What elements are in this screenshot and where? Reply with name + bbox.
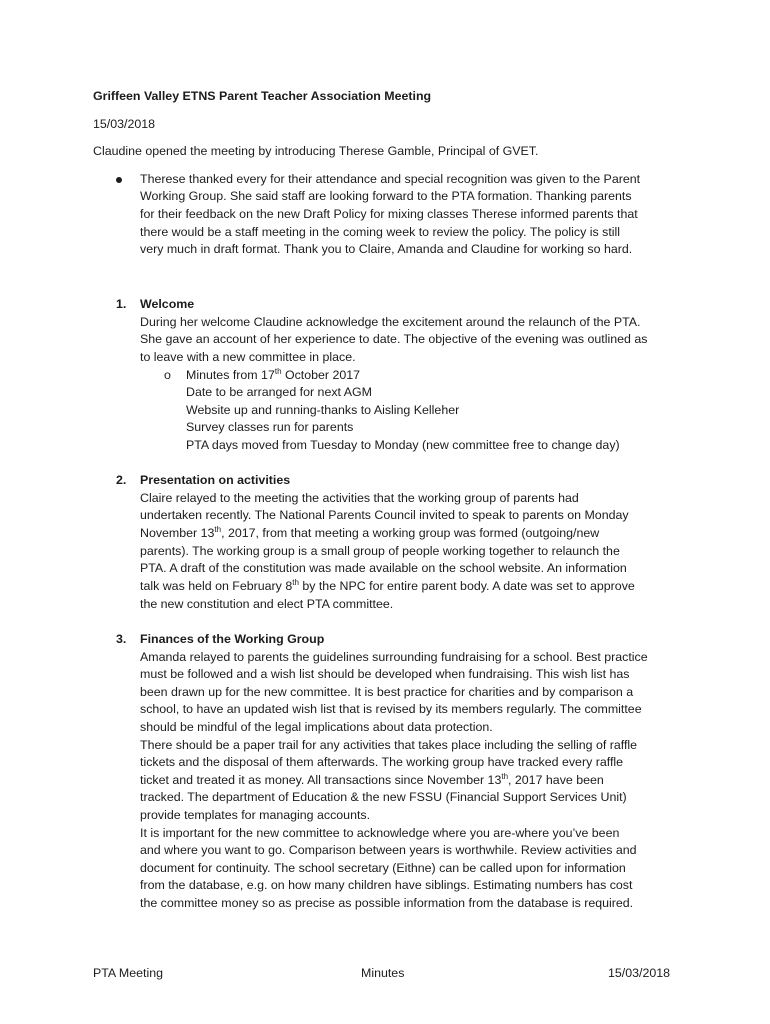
section-line: ticket and treated it as money. All transactions since November 13th, 2017 have been: [140, 772, 604, 787]
section-line: parents). The working group is a small group of people working together to relaunch the: [140, 544, 620, 558]
section-heading: Welcome: [140, 297, 195, 311]
section-line: and where you want to go. Comparison between years is worthwhile. Review activities and: [140, 843, 637, 857]
footer-left: PTA Meeting: [93, 966, 164, 980]
bullet-line: there would be a staff meeting in the coming week to review the policy. The policy is still: [140, 225, 621, 239]
footer-center: Minutes: [361, 966, 405, 980]
section-line: tracked. The department of Education & the new FSSU (Financial Support Services Unit): [140, 790, 627, 804]
meeting-date: 15/03/2018: [93, 117, 156, 131]
section-heading: Finances of the Working Group: [140, 632, 325, 646]
section-line: During her welcome Claudine acknowledge the excitement around the relaunch of the PTA.: [140, 315, 641, 329]
section-line: November 13th, 2017, from that meeting a working group was formed (outgoing/new: [140, 525, 600, 540]
section-number: 3.: [116, 632, 127, 646]
section-number: 2.: [116, 473, 127, 487]
bullet-icon: [116, 177, 122, 183]
section-line: There should be a paper trail for any activities that takes place including the selling of raffle: [140, 738, 638, 752]
intro-paragraph: Claudine opened the meeting by introducing Therese Gamble, Principal of GVET.: [93, 144, 539, 158]
section-line: PTA. A draft of the constitution was made available on the school website. An information: [140, 561, 627, 575]
document-title: Griffeen Valley ETNS Parent Teacher Association Meeting: [93, 89, 432, 103]
bullet-line: for their feedback on the new Draft Policy for mixing classes Therese informed parents that: [140, 207, 638, 221]
section-line: school, to have an updated wish list that is revised by its members regularly. The committee: [140, 702, 642, 716]
bullet-line: very much in draft format. Thank you to Claire, Amanda and Claudine for working so hard.: [140, 242, 633, 256]
sub-item: Minutes from 17th October 2017: [186, 367, 361, 382]
sub-bullet-icon: o: [164, 368, 171, 382]
section-line: talk was held on February 8th by the NPC for entire parent body. A date was set to approve: [140, 578, 635, 593]
sub-item: PTA days moved from Tuesday to Monday (new committee free to change day): [186, 438, 620, 452]
section-line: should be mindful of the legal implications about data protection.: [140, 720, 493, 734]
section-line: Claire relayed to the meeting the activities that the working group of parents had: [140, 491, 579, 505]
section-line: been drawn up for the new committee. It is best practice for charities and by comparison a: [140, 685, 634, 699]
sub-item: Website up and running-thanks to Aisling Kelleher: [186, 403, 460, 417]
section-line: must be followed and a wish list should be developed when fundraising. This wish list has: [140, 667, 630, 681]
section-line: document for continuity. The school secretary (Eithne) can be called upon for information: [140, 861, 626, 875]
section-line: It is important for the new committee to acknowledge where you are-where you’ve been: [140, 826, 620, 840]
footer-right: 15/03/2018: [608, 966, 671, 980]
sub-item: Survey classes run for parents: [186, 420, 354, 434]
section-line: the new constitution and elect PTA committee.: [140, 597, 394, 611]
section-line: Amanda relayed to parents the guidelines surrounding fundraising for a school. Best practice: [140, 650, 648, 664]
bullet-line: Working Group. She said staff are looking forward to the PTA formation. Thanking parents: [140, 189, 632, 203]
bullet-line: Therese thanked every for their attendance and special recognition was given to the Parent: [140, 172, 641, 186]
section-heading: Presentation on activities: [140, 473, 291, 487]
section-line: the committee money so as precise as possible information from the database is required.: [140, 896, 634, 910]
sub-item: Date to be arranged for next AGM: [186, 385, 372, 399]
section-line: to leave with a new committee in place.: [140, 350, 356, 364]
section-line: from the database, e.g. on how many children have siblings. Estimating numbers has cost: [140, 878, 633, 892]
section-line: provide templates for managing accounts.: [140, 808, 371, 822]
section-line: She gave an account of her experience to date. The objective of the evening was outlined as: [140, 332, 648, 346]
section-line: tickets and the disposal of them afterwards. The working group have tracked every raffle: [140, 755, 624, 769]
section-line: undertaken recently. The National Parents Council invited to speak to parents on Monday: [140, 508, 629, 522]
section-number: 1.: [116, 297, 127, 311]
